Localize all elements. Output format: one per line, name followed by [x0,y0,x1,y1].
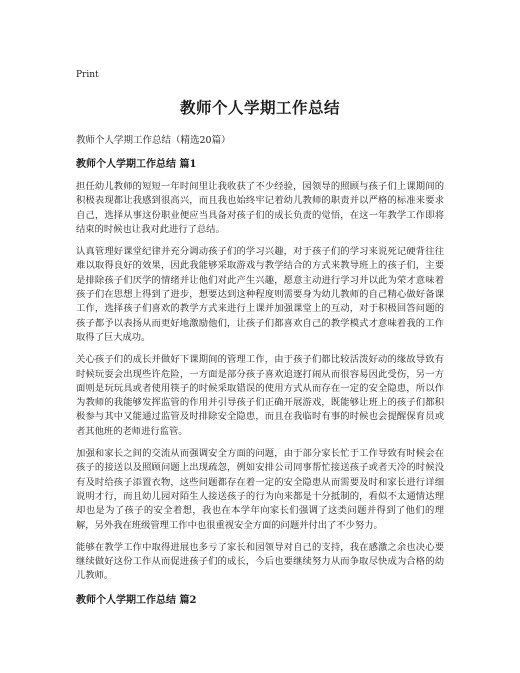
section-2 [76,594,444,608]
paragraph: 担任幼儿教师的短短一年时间里让我收获了不少经验，园领导的照顾与孩子们上课期间的积极表现都让我感到很高兴，而且我也始终牢记着幼儿教师的职责并以严格的标准来要求自己，选择从事这份职业便应当具备对孩子们的成长负责的觉悟，在这一年教学工作即将结束的时候也让我对此进行了总结。 [76,181,444,235]
paragraph: 认真管理好课堂纪律并充分调动孩子们的学习兴趣，对于孩子们的学习来说死记硬背往往难以取得良好的效果，因此我能够采取游戏与教学结合的方式来教导班上的孩子们，主要是排除孩子们厌学的情绪并让他们对此产生兴趣，愿意主动进行学习并以此为荣才意味着孩子们在思想上得到了进步，想要达到这种程度则需要身为幼儿教师的自己精心做好备课工作，选择孩子们喜欢的教学方式来进行上课并加强课堂上的互动，对于积极回答问题的孩子都予以表扬从而更好地激励他们，让孩子们都喜欢自己的教学模式才意味着我的工作取得了巨大成功。 [76,246,444,343]
paragraph: 关心孩子们的成长并做好下课期间的管理工作，由于孩子们都比较活泼好动的缘故导致有时候玩耍会出现些许危险，一方面是部分孩子喜欢追逐打闹从而很容易因此受伤，另一方面则是玩玩具或者使用筷子的时候采取错误的使用方式从而存在一定的安全隐患，所以作为教师的我能够发挥监管的作用并引导孩子们正确开展游戏，既能够让班上的孩子们都积极参与其中又能通过监管及时排除安全隐患，而且在我临时有事的时候也会提醒保育员或者其他班的老师进行监管。 [76,354,444,437]
section-1 [76,158,444,584]
paragraph: 能够在教学工作中取得进展也多亏了家长和园领导对自己的支持，我在感激之余也决心要继续做好这份工作从而促进孩子们的成长，今后也要继续努力从而争取尽快成为合格的幼儿教师。 [76,541,444,582]
print-link[interactable]: Print [76,70,99,80]
paragraph: 加强和家长之间的交流从而强调安全方面的问题，由于部分家长忙于工作导致有时候会在孩子的接送以及照顾问题上出现疏忽，例如安排公司同事帮忙接送孩子或者天冷的时候没有及时给孩子添置衣物，这些问题都存在着一定的安全隐患从而需要及时和家长进行详细说明才行，而且幼儿园对陌生人接送孩子的行为向来都是十分抵制的，看似不太通情达理却也是为了孩子的安全着想，我也在本学年向家长们强调了这类问题并得到了他们的理解，另外我在班级管理工作中也很重视安全方面的问题并付出了不少努力。 [76,448,444,531]
section-heading: 教师个人学期工作总结 篇1 [76,159,197,170]
document-subtitle: 教师个人学期工作总结（精选20篇） [76,135,231,146]
document-title: 教师个人学期工作总结 [179,98,340,117]
section-heading: 教师个人学期工作总结 篇2 [76,594,197,606]
